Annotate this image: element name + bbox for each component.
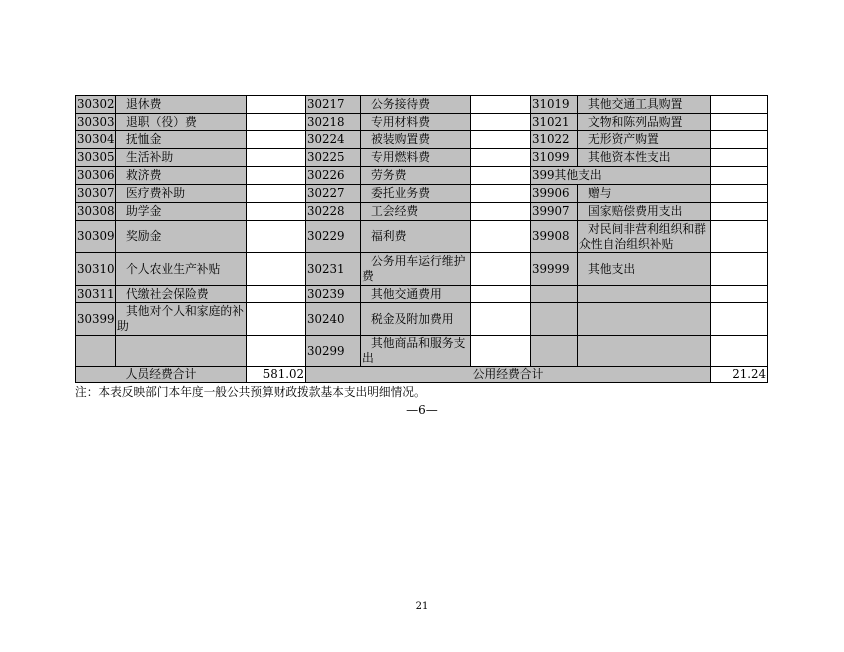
amount-cell: [471, 286, 531, 303]
expense-item-name: 助学金: [116, 203, 247, 221]
expense-item-name: 个人农业生产补贴: [116, 253, 247, 286]
econ-code-cell: 31022: [531, 131, 578, 149]
table-note: 注：本表反映部门本年度一般公共预算财政拨款基本支出明细情况。: [75, 385, 426, 399]
public-total-label: 公用经费合计: [306, 367, 711, 383]
personnel-total-label: 人员经费合计: [76, 367, 247, 383]
expense-item-name: 对民间非营利组织和群众性自治组织补贴: [578, 221, 711, 253]
econ-code-cell: 30399: [76, 303, 116, 336]
expenditure-table: [75, 95, 768, 383]
econ-code-cell: [531, 286, 578, 303]
expense-item-name: 公务用车运行维护费: [361, 253, 471, 286]
econ-code-cell: 30310: [76, 253, 116, 286]
public-total-value: 21.24: [711, 367, 768, 383]
econ-code-cell: 31021: [531, 114, 578, 131]
amount-cell: [247, 336, 306, 367]
econ-code-cell: 30226: [306, 167, 361, 185]
amount-cell: [471, 253, 531, 286]
amount-cell: [247, 203, 306, 221]
expense-item-name: 退休费: [116, 96, 247, 114]
econ-code-cell: [76, 336, 116, 367]
table-row: [76, 303, 768, 336]
econ-code-cell: 39907: [531, 203, 578, 221]
table-row: [76, 96, 768, 114]
table-row: [76, 149, 768, 167]
amount-cell: [711, 114, 768, 131]
econ-code-cell: 30225: [306, 149, 361, 167]
amount-cell: [471, 221, 531, 253]
expense-item-name: 工会经费: [361, 203, 471, 221]
expense-item-name: 其他商品和服务支出: [361, 336, 471, 367]
amount-cell: [471, 185, 531, 203]
expense-item-name: 国家赔偿费用支出: [578, 203, 711, 221]
expense-item-name: 公务接待费: [361, 96, 471, 114]
table-row: [76, 131, 768, 149]
amount-cell: [471, 203, 531, 221]
econ-code-cell: 30307: [76, 185, 116, 203]
expense-item-name: 专用材料费: [361, 114, 471, 131]
table-row: [76, 203, 768, 221]
page-number: 21: [415, 601, 429, 612]
amount-cell: [247, 303, 306, 336]
econ-code-cell: [531, 303, 578, 336]
amount-cell: [711, 303, 768, 336]
expense-item-name: [578, 303, 711, 336]
econ-code-cell: 30299: [306, 336, 361, 367]
amount-cell: [247, 96, 306, 114]
table-row: [76, 221, 768, 253]
expense-item-name: 税金及附加费用: [361, 303, 471, 336]
personnel-total-value: 581.02: [247, 367, 306, 383]
table-row: [76, 253, 768, 286]
expense-item-name: 专用燃料费: [361, 149, 471, 167]
econ-code-cell: 30305: [76, 149, 116, 167]
expense-item-name: 文物和陈列品购置: [578, 114, 711, 131]
amount-cell: [247, 167, 306, 185]
expense-item-name: [578, 286, 711, 303]
econ-code-cell: 30218: [306, 114, 361, 131]
econ-code-cell: 39999: [531, 253, 578, 286]
amount-cell: [471, 114, 531, 131]
expense-item-name: 其他对个人和家庭的补助: [116, 303, 247, 336]
expense-item-name: [116, 336, 247, 367]
econ-code-cell: 39906: [531, 185, 578, 203]
table-row: [76, 185, 768, 203]
expense-item-name: 无形资产购置: [578, 131, 711, 149]
expense-item-name: 其他资本性支出: [578, 149, 711, 167]
table-row: [76, 336, 768, 367]
econ-code-name-cell: [531, 167, 711, 185]
econ-code-cell: [531, 336, 578, 367]
expense-item-name: 代缴社会保险费: [116, 286, 247, 303]
amount-cell: [247, 253, 306, 286]
amount-cell: [247, 286, 306, 303]
amount-cell: [471, 131, 531, 149]
expense-item-name: 委托业务费: [361, 185, 471, 203]
amount-cell: [711, 253, 768, 286]
econ-code-cell: 39908: [531, 221, 578, 253]
amount-cell: [471, 167, 531, 185]
econ-code-cell: 30240: [306, 303, 361, 336]
amount-cell: [471, 303, 531, 336]
amount-cell: [247, 131, 306, 149]
expense-item-name: 抚恤金: [116, 131, 247, 149]
expense-item-name: 救济费: [116, 167, 247, 185]
amount-cell: [711, 96, 768, 114]
econ-code-cell: 30306: [76, 167, 116, 185]
econ-code-cell: 31099: [531, 149, 578, 167]
econ-code-cell: 30229: [306, 221, 361, 253]
expense-item-name: 奖励金: [116, 221, 247, 253]
amount-cell: [247, 114, 306, 131]
econ-code-cell: 30304: [76, 131, 116, 149]
econ-code-cell: 30311: [77, 286, 115, 301]
expense-item-name: 其他支出: [578, 253, 711, 286]
amount-cell: [247, 185, 306, 203]
table-row: [76, 286, 768, 303]
expense-item-name: 其他支出: [554, 168, 602, 182]
page-marker: —6—: [406, 403, 438, 417]
amount-cell: [471, 96, 531, 114]
table-row: [76, 114, 768, 131]
econ-code-cell: 30303: [77, 114, 115, 129]
amount-cell: [471, 336, 531, 367]
econ-code-cell: 30224: [306, 131, 361, 149]
econ-code-cell: 30302: [76, 96, 116, 114]
expense-item-name: 赠与: [578, 185, 711, 203]
amount-cell: [711, 203, 768, 221]
amount-cell: [711, 286, 768, 303]
econ-code-cell: 30228: [306, 203, 361, 221]
amount-cell: [247, 221, 306, 253]
expense-item-name: 福利费: [361, 221, 471, 253]
totals-row: [76, 367, 768, 383]
econ-code-cell: 30231: [306, 253, 361, 286]
econ-code-cell: 31019: [531, 96, 578, 114]
econ-code-cell: 30308: [76, 203, 116, 221]
econ-code-cell: 30217: [306, 96, 361, 114]
econ-code-cell: 30239: [306, 286, 361, 303]
expense-item-name: 其他交通工具购置: [578, 96, 711, 114]
expense-item-name: 生活补助: [116, 149, 247, 167]
expense-item-name: 退职（役）费: [116, 114, 247, 131]
econ-code-cell: 30227: [306, 185, 361, 203]
amount-cell: [711, 336, 768, 367]
econ-code: 399: [532, 168, 555, 182]
expense-item-name: 被装购置费: [361, 131, 471, 149]
table-row: [76, 167, 768, 185]
amount-cell: [711, 149, 768, 167]
econ-code-cell: 30309: [76, 221, 116, 253]
expense-item-name: [578, 336, 711, 367]
amount-cell: [711, 167, 768, 185]
amount-cell: [247, 149, 306, 167]
expense-item-name: 劳务费: [361, 167, 471, 185]
amount-cell: [711, 131, 768, 149]
expense-item-name: 其他交通费用: [361, 286, 471, 303]
expense-item-name: 医疗费补助: [116, 185, 247, 203]
amount-cell: [711, 221, 768, 253]
amount-cell: [711, 185, 768, 203]
amount-cell: [471, 149, 531, 167]
